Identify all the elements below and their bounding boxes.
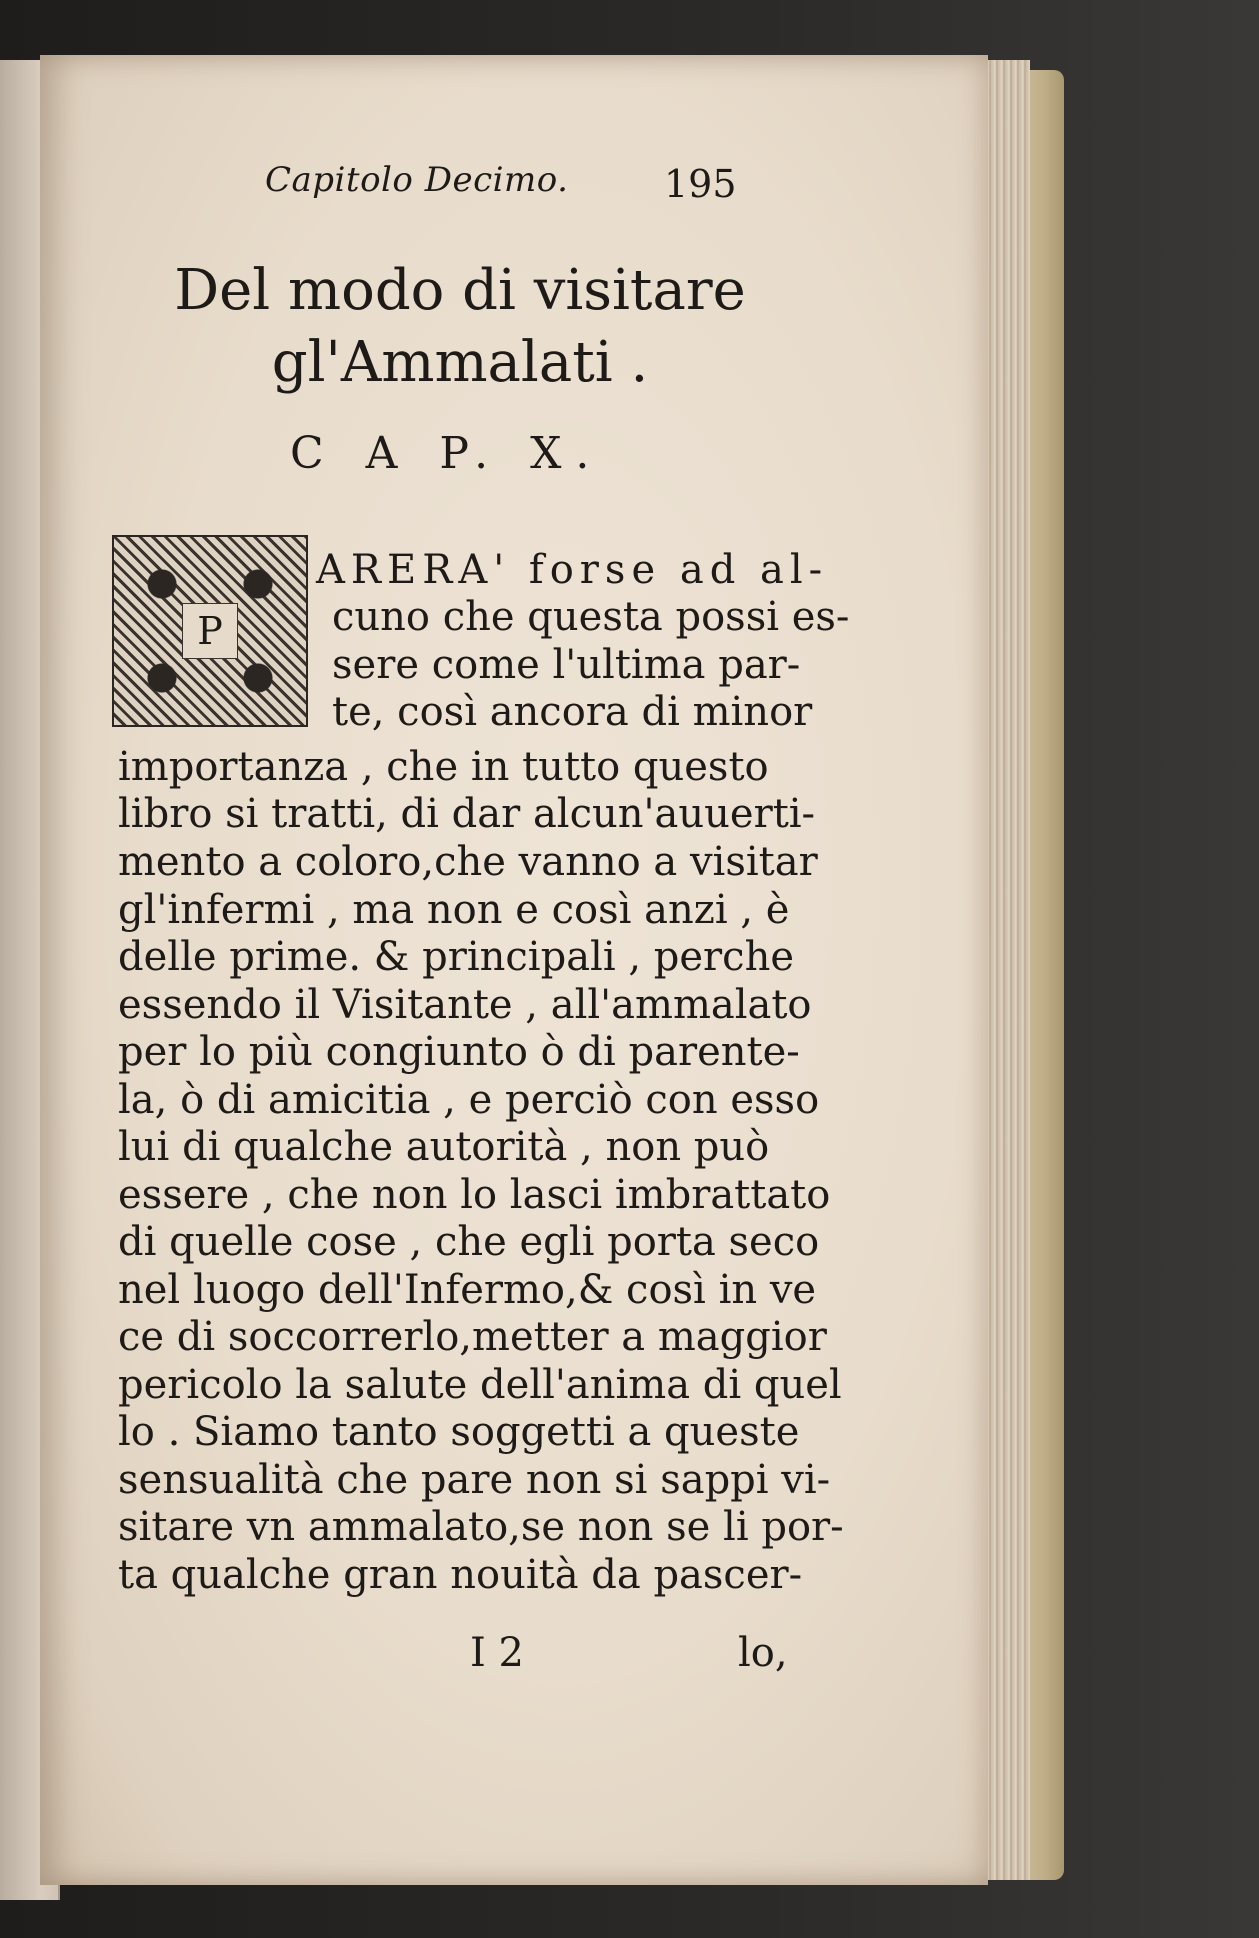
signature-mark: I 2 (470, 1630, 524, 1676)
text-line: pericolo la salute dell'anima di quel (118, 1362, 842, 1408)
text-line: sensualità che pare non si sappi vi- (118, 1457, 831, 1503)
decorated-initial (112, 535, 308, 727)
text-line: essendo il Visitante , all'ammalato (118, 982, 812, 1028)
text-line: mento a coloro,che vanno a visitar (118, 839, 818, 885)
chapter-label: C A P. X. (290, 428, 604, 479)
text-line: ce di soccorrerlo,metter a maggior (118, 1314, 827, 1360)
text-line: libro si tratti, di dar alcun'auuerti- (118, 791, 816, 837)
text-line: importanza , che in tutto questo (118, 744, 769, 790)
text-line: gl'infermi , ma non e così anzi , è (118, 887, 790, 933)
text-line: essere , che non lo lasci imbrattato (118, 1172, 831, 1218)
text-line: la, ò di amicitia , e perciò con esso (118, 1077, 820, 1123)
text-line: ARERA' forse ad al- (316, 547, 829, 593)
text-line: sere come l'ultima par- (332, 642, 801, 688)
chapter-title-line: Del modo di visitare (174, 258, 746, 323)
text-line: ta qualche gran nouità da pascer- (118, 1552, 803, 1598)
text-line: di quelle cose , che egli porta seco (118, 1219, 820, 1265)
page-number: 195 (664, 162, 737, 206)
text-line: sitare vn ammalato,se non se li por- (118, 1504, 844, 1550)
text-line: per lo più congiunto ò di parente- (118, 1029, 800, 1075)
text-line: lo . Siamo tanto soggetti a queste (118, 1409, 800, 1455)
initial-letter: P (182, 603, 238, 659)
text-line: te, così ancora di minor (332, 689, 813, 735)
text-line: nel luogo dell'Infermo,& così in ve (118, 1267, 817, 1313)
chapter-title (140, 255, 780, 399)
text-line: lui di qualche autorità , non può (118, 1124, 770, 1170)
text-line: delle prime. & principali , perche (118, 934, 795, 980)
running-head: Capitolo Decimo. (265, 160, 569, 200)
text-line: cuno che questa possi es- (332, 594, 850, 640)
catchword: lo, (738, 1630, 788, 1676)
chapter-title-line: gl'Ammalati . (271, 330, 649, 395)
